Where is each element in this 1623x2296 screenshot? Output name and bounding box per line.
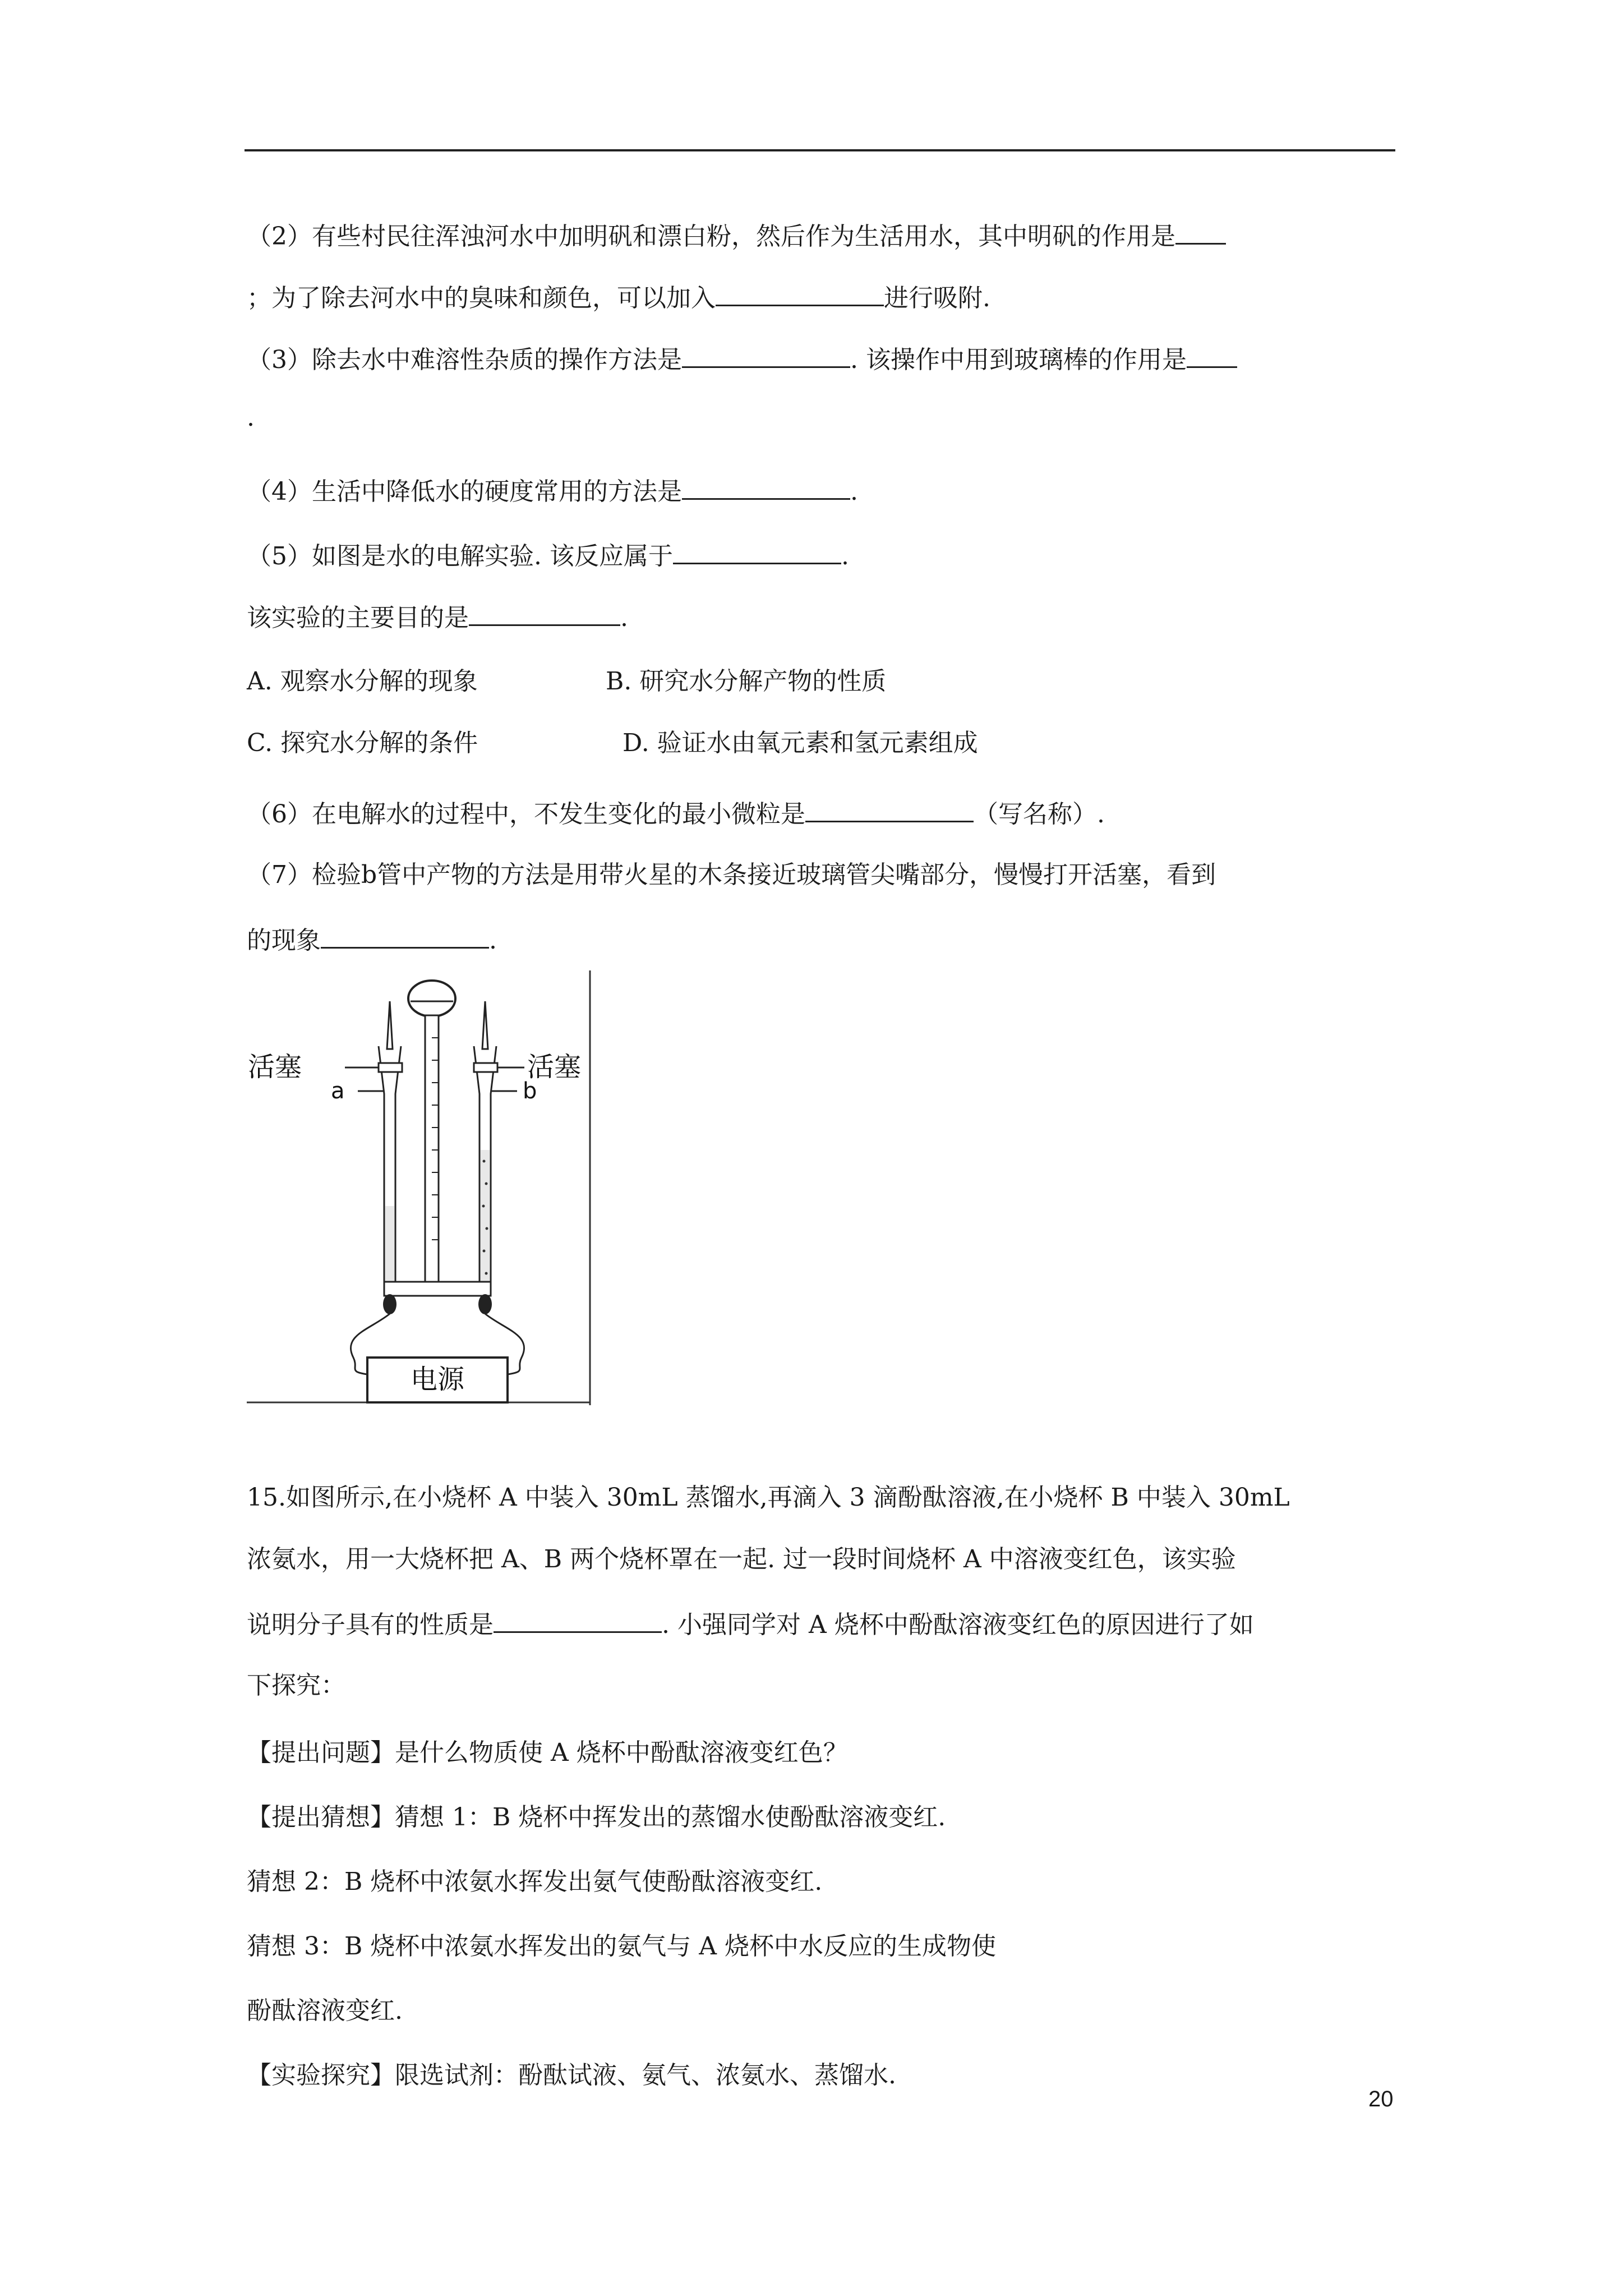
q15-text-5: 【提出问题】是什么物质使 A 烧杯中酚酞溶液变红色？ <box>247 1738 848 1767</box>
q14-part3-text-a: （3）除去水中难溶性杂质的操作方法是 <box>247 346 682 374</box>
option-c <box>247 726 478 760</box>
q15-text-8: 猜想 3：B 烧杯中浓氨水挥发出的氨气与 A 烧杯中水反应的生成物使 <box>247 1932 997 1961</box>
q14-part7-line1 <box>247 858 1216 892</box>
electrode-b <box>478 1294 492 1314</box>
electrolysis-figure <box>247 970 594 1405</box>
q15-line2 <box>247 1543 1236 1576</box>
electrolysis-diagram <box>247 970 594 1405</box>
q15-line10 <box>247 2059 896 2092</box>
answer-blank[interactable] <box>716 278 884 306</box>
q14-part7-text-a: （7）检验b管中产物的方法是用带火星的木条接近玻璃管尖嘴部分，慢慢打开活塞，看到 <box>247 861 1216 889</box>
answer-blank[interactable] <box>1175 216 1226 245</box>
answer-blank[interactable] <box>682 471 850 500</box>
q14-part5-text-c: 该实验的主要目的是 <box>247 604 469 632</box>
header-rule <box>245 149 1395 151</box>
period: . <box>841 542 849 570</box>
q14-part4 <box>247 471 858 509</box>
answer-blank[interactable] <box>494 1604 662 1633</box>
q14-part3-text-b: . 该操作中用到玻璃棒的作用是 <box>850 346 1187 374</box>
q14-part5-line1 <box>247 536 849 573</box>
q14-part2-line2 <box>247 278 990 315</box>
option-c-text: C. 探究水分解的条件 <box>247 729 478 757</box>
q15-text-7: 猜想 2：B 烧杯中浓氨水挥发出氨气使酚酞溶液变红. <box>247 1867 823 1896</box>
period: . <box>489 926 497 955</box>
q15-line8 <box>247 1930 996 1963</box>
q15-text-10: 【实验探究】限选试剂：酚酞试液、氨气、浓氨水、蒸馏水. <box>247 2061 896 2090</box>
period: . <box>850 477 858 506</box>
q15-text-6: 【提出猜想】猜想 1：B 烧杯中挥发出的蒸馏水使酚酞溶液变红. <box>247 1803 946 1832</box>
page-number: 20 <box>1368 2087 1394 2111</box>
q15-line6 <box>247 1801 946 1834</box>
center-tube <box>425 1015 439 1290</box>
q15-line1 <box>247 1481 1290 1515</box>
q14-part3-line2 <box>247 401 255 435</box>
q15-text-2: 浓氨水，用一大烧杯把 A、B 两个烧杯罩在一起. 过一段时间烧杯 A 中溶液变红色，该实验 <box>247 1545 1236 1573</box>
tube-b-tip <box>482 1001 488 1049</box>
q15-text-3a: 说明分子具有的性质是 <box>247 1611 494 1639</box>
answer-blank[interactable] <box>469 597 620 626</box>
q14-part7-text-b: 的现象 <box>247 926 321 955</box>
reservoir-bulb <box>408 981 455 1016</box>
option-b-text: B. 研究水分解产物的性质 <box>606 667 887 696</box>
period: . <box>620 604 628 632</box>
valve-b <box>474 1063 497 1072</box>
answer-blank[interactable] <box>1187 339 1237 368</box>
option-d-text: D. 验证水由氧元素和氢元素组成 <box>623 729 978 757</box>
q14-part2-text-b: ；为了除去河水中的臭味和颜色，可以加入 <box>247 284 716 312</box>
answer-blank[interactable] <box>682 339 850 368</box>
label-left-valve: 活塞 <box>248 1051 302 1083</box>
q14-part2-line1 <box>247 216 1226 254</box>
answer-blank[interactable] <box>805 794 974 822</box>
label-right-valve: 活塞 <box>527 1051 582 1083</box>
label-a: a <box>331 1078 345 1104</box>
q14-part3-line1 <box>247 339 1237 377</box>
option-d <box>623 726 978 760</box>
q15-line7 <box>247 1865 822 1899</box>
valve-a <box>379 1063 402 1072</box>
q15-text-3b: . 小强同学对 A 烧杯中酚酞溶液变红色的原因进行了如 <box>662 1611 1254 1639</box>
q14-part6 <box>247 794 1105 831</box>
q15-text-9: 酚酞溶液变红. <box>247 1996 403 2025</box>
q14-part7-line2 <box>247 920 497 958</box>
label-b: b <box>523 1078 537 1104</box>
q15-text-1: 15.如图所示,在小烧杯 A 中装入 30mL 蒸馏水,再滴入 3 滴酚酞溶液,在小烧杯 B 中装入 30mL <box>247 1483 1290 1512</box>
answer-blank[interactable] <box>321 920 489 949</box>
q15-line5 <box>247 1736 848 1770</box>
q14-part6-text-a: （6）在电解水的过程中，不发生变化的最小微粒是 <box>247 800 805 829</box>
q15-line4 <box>247 1669 345 1703</box>
label-power: 电源 <box>410 1364 465 1395</box>
option-a-text: A. 观察水分解的现象 <box>247 667 478 696</box>
answer-blank[interactable] <box>673 536 841 564</box>
q14-part3-text-c: . <box>247 403 255 432</box>
q15-text-4: 下探究： <box>247 1671 345 1700</box>
electrode-a <box>383 1294 396 1314</box>
option-b <box>606 665 886 698</box>
q15-line9 <box>247 1994 403 2028</box>
q14-part5-text-a: （5）如图是水的电解实验. 该反应属于 <box>247 542 673 570</box>
option-a <box>247 665 478 698</box>
q14-part4-text: （4）生活中降低水的硬度常用的方法是 <box>247 477 682 506</box>
q14-part5-line2 <box>247 597 628 635</box>
q14-part6-text-b: （写名称）. <box>974 800 1105 829</box>
tube-a-tip <box>387 1001 393 1049</box>
q14-part2-text-a: （2）有些村民往浑浊河水中加明矾和漂白粉，然后作为生活用水，其中明矾的作用是 <box>247 222 1175 251</box>
connecting-tube <box>384 1282 491 1296</box>
q14-part2-text-c: 进行吸附. <box>884 284 990 312</box>
q15-line3 <box>247 1604 1254 1642</box>
